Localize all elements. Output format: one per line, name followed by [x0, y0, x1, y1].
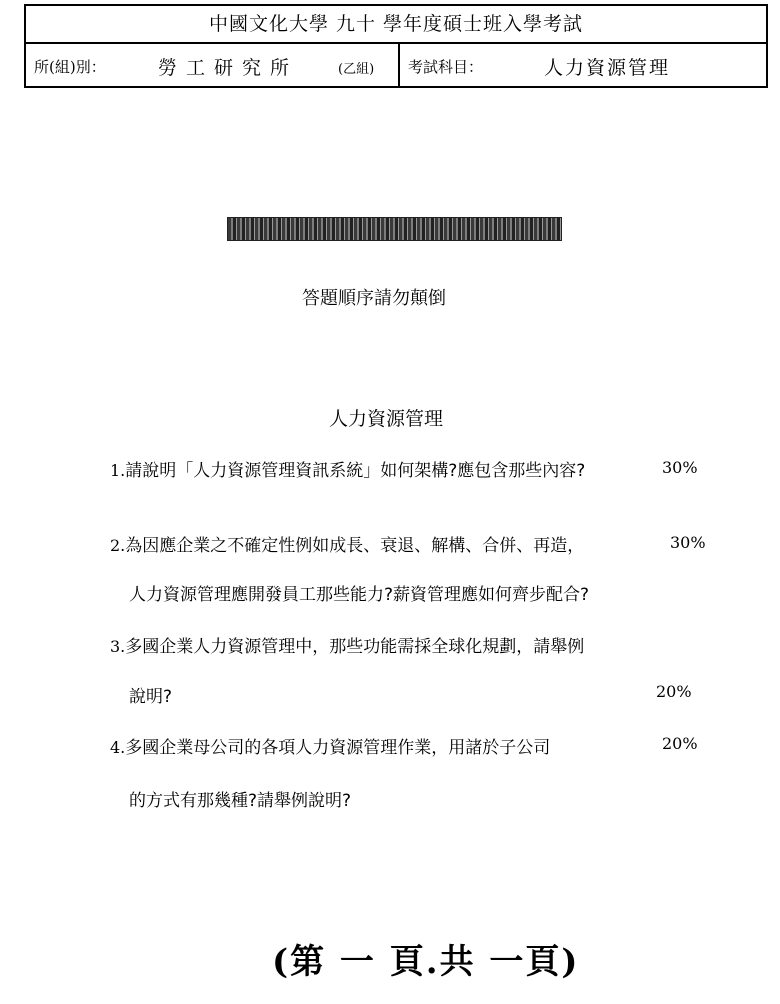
- question-4-points: 20%: [662, 734, 698, 753]
- question-3-number: 3.: [110, 637, 126, 656]
- question-2-number: 2.: [110, 536, 126, 555]
- question-4-text: 多國企業母公司的各項人力資源管理作業，用諸於子公司: [125, 738, 551, 758]
- department-label: 所(組)別：: [34, 58, 106, 76]
- subject-label: 考試科目：: [408, 58, 484, 76]
- department-value: 勞工研究所: [158, 57, 299, 79]
- question-2-points: 30%: [670, 533, 706, 552]
- exam-header: [24, 4, 768, 88]
- question-2-line-2: 人力資源管理應開發員工那些能力?薪資管理應如何齊步配合?: [129, 585, 590, 605]
- header-divider: [398, 44, 400, 86]
- question-3-line-2: 說明?: [129, 687, 173, 707]
- department-group: (乙組): [338, 62, 375, 77]
- question-3-line-1: [110, 632, 584, 657]
- answer-order-notice: 答題順序請勿顛倒: [302, 288, 446, 309]
- section-heading: 人力資源管理: [329, 408, 444, 430]
- question-2-text: 為因應企業之不確定性例如成長、衰退、解構、合併、再造，: [125, 536, 585, 556]
- question-4-line-2: 的方式有那幾種?請舉例說明?: [129, 791, 352, 811]
- question-1-text: 請說明「人力資源管理資訊系統」如何架構?應包含那些內容?: [125, 461, 586, 481]
- question-4-number: 4.: [110, 738, 126, 757]
- page-number-footer: (第 一 頁.共 一頁): [272, 942, 580, 982]
- question-3-text: 多國企業人力資源管理中，那些功能需採全球化規劃，請舉例: [125, 637, 585, 657]
- question-1-line-1: [110, 456, 585, 481]
- question-1-number: 1.: [110, 461, 126, 480]
- exam-info-row: [26, 44, 766, 86]
- question-3-points: 20%: [656, 682, 692, 701]
- subject-value: 人力資源管理: [544, 57, 671, 79]
- question-1-points: 30%: [662, 458, 698, 477]
- exam-title: 中國文化大學 九十 學年度碩士班入學考試: [26, 6, 766, 44]
- question-4-line-1: [110, 733, 550, 758]
- question-2-line-1: [110, 531, 584, 556]
- scanned-stamp-banner: [227, 217, 562, 241]
